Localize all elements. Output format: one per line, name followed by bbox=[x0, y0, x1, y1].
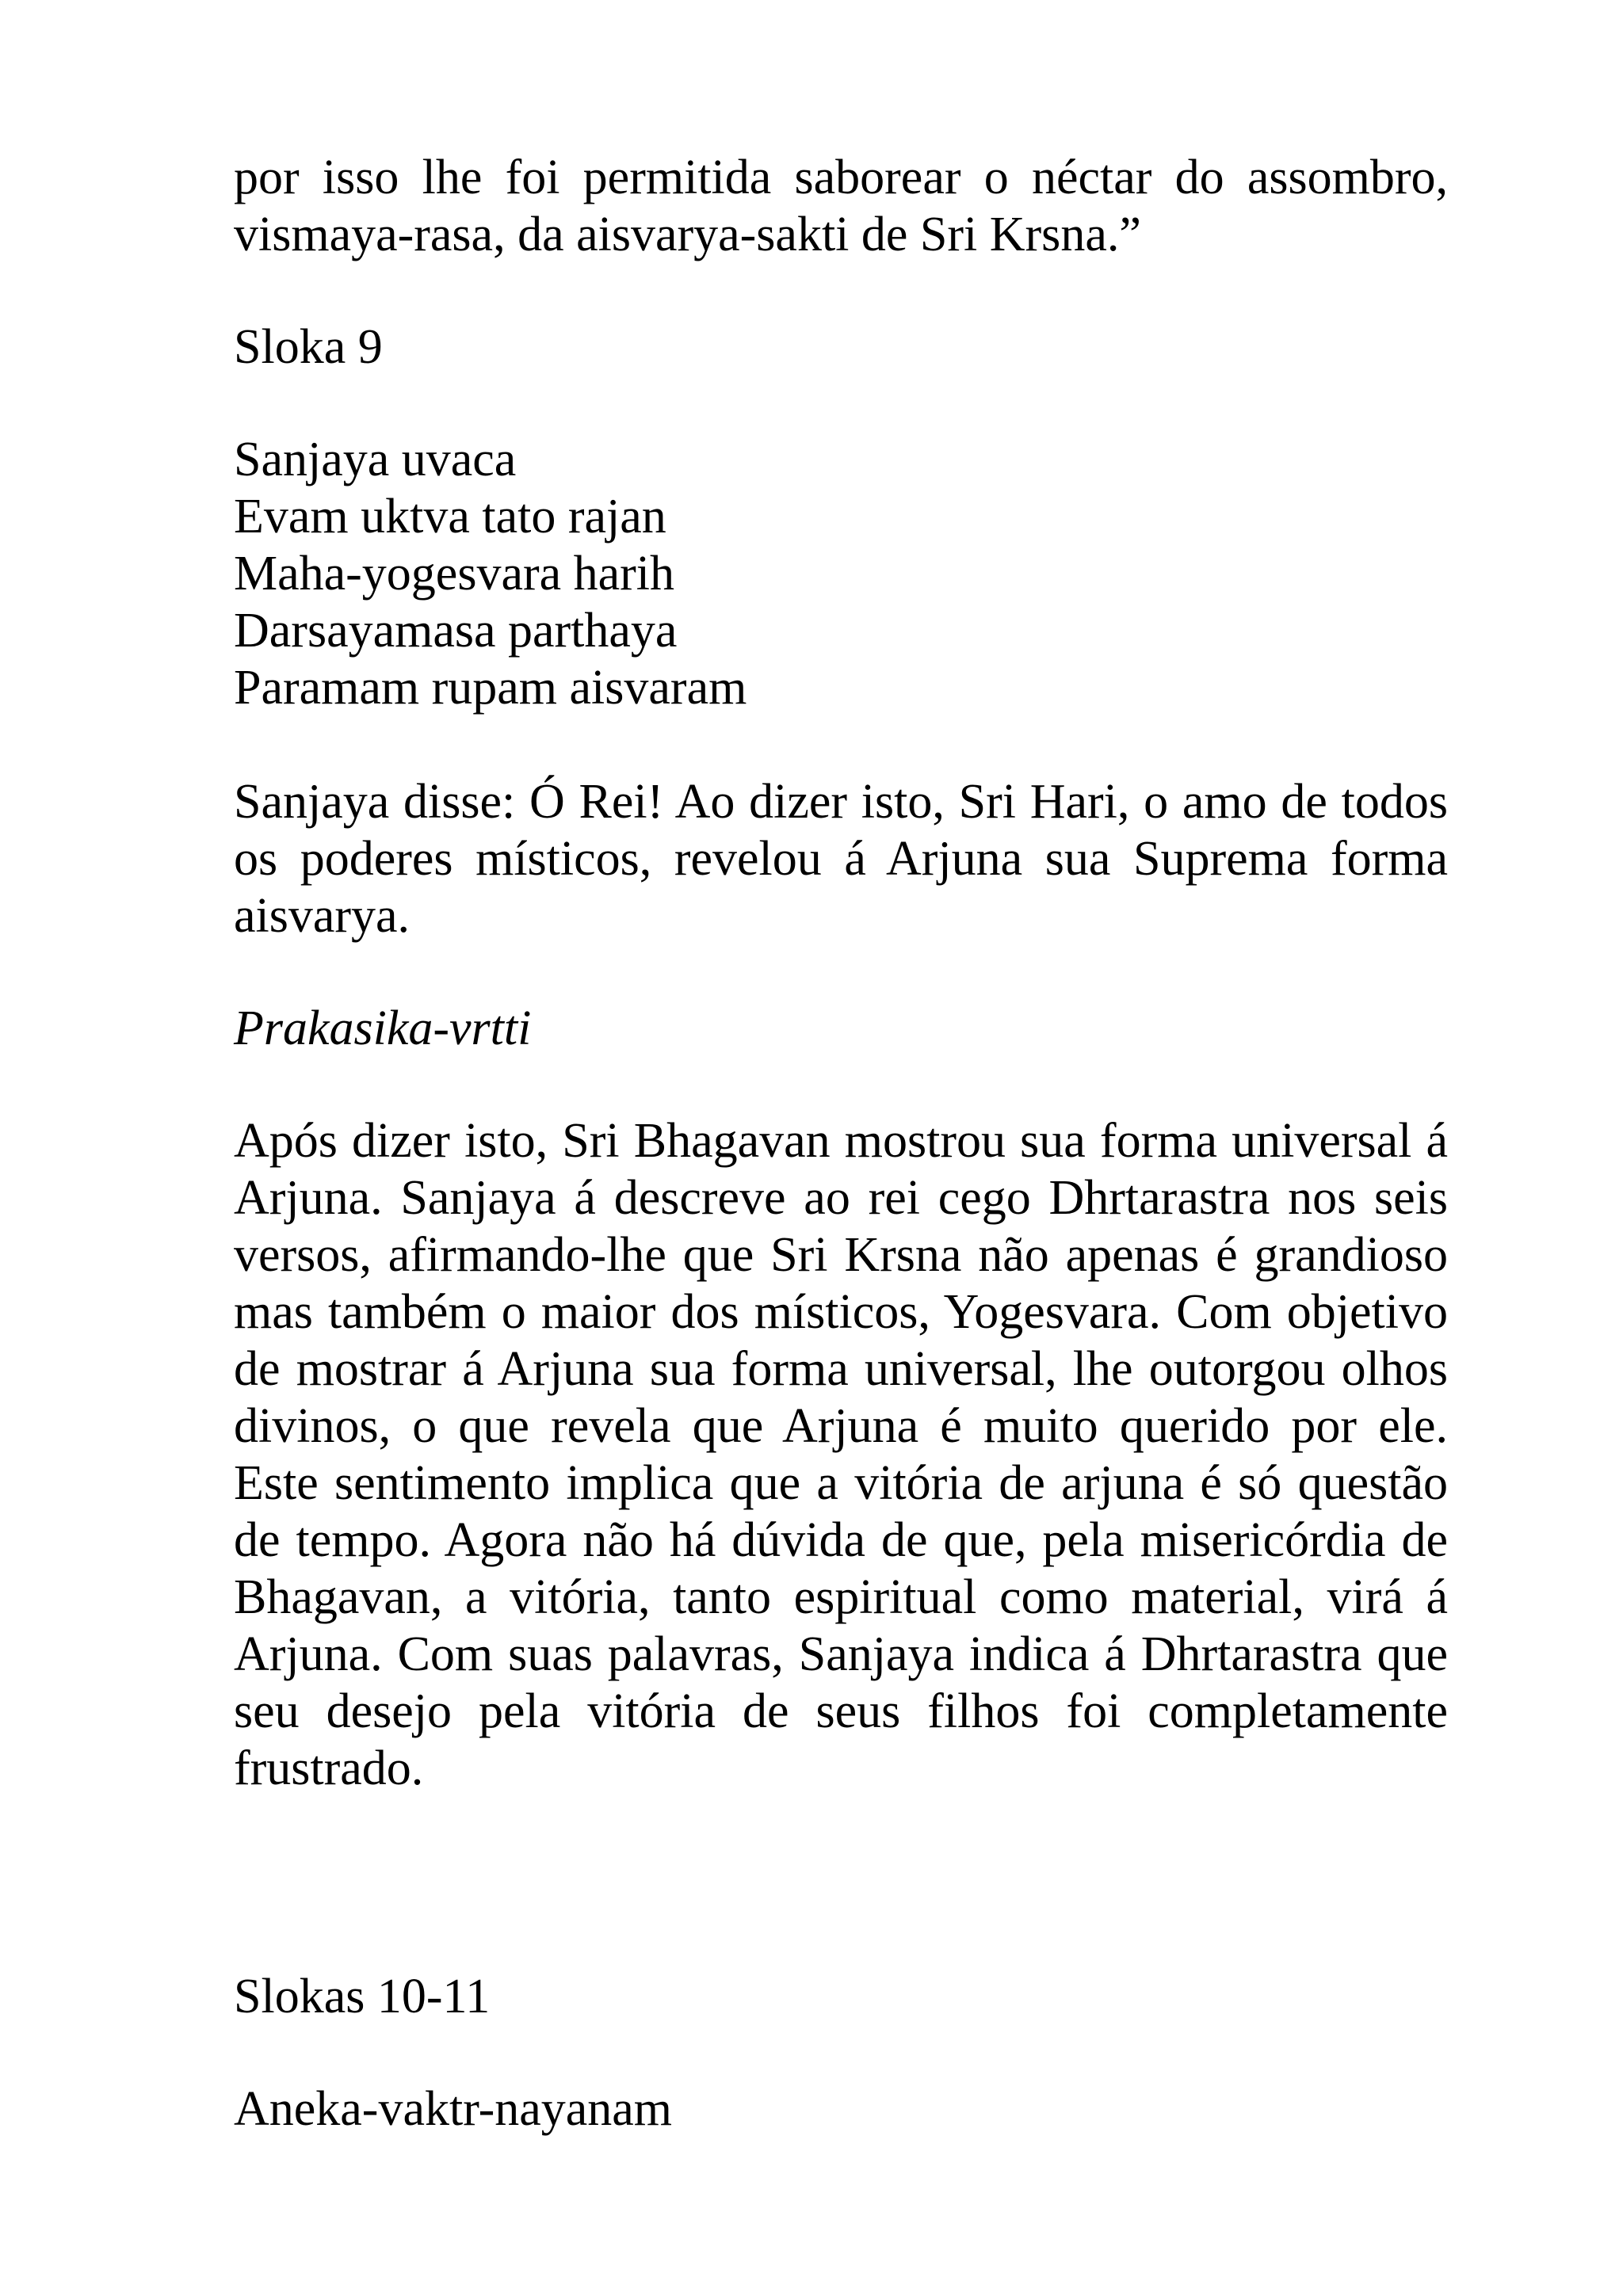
verse-line: Sanjaya uvaca bbox=[234, 433, 517, 486]
verse-line: Darsayamasa parthaya bbox=[234, 604, 678, 658]
commentary-heading: Prakasika-vrtti bbox=[234, 1001, 532, 1055]
verse-block bbox=[234, 431, 1448, 716]
verse-line: Evam uktva tato rajan bbox=[234, 490, 666, 543]
verse-line: Maha-yogesvara harih bbox=[234, 547, 675, 601]
opening-paragraph: por isso lhe foi permitida saborear o néctar do assombro, vismaya-rasa, da aisvarya-sakti de Sri Krsna.” bbox=[234, 151, 1448, 261]
sloka-10-11-heading: Slokas 10-11 bbox=[234, 1970, 491, 2023]
sloka-9-heading: Sloka 9 bbox=[234, 320, 383, 374]
translation-paragraph: Sanjaya disse: Ó Rei! Ao dizer isto, Sri Hari, o amo de todos os poderes místicos, revelou á Arjuna sua Suprema forma aisvarya. bbox=[234, 775, 1448, 943]
commentary-paragraph: Após dizer isto, Sri Bhagavan mostrou sua forma universal á Arjuna. Sanjaya á descreve ao rei cego Dhrtarastra nos seis versos, afirmando-lhe que Sri Krsna não apenas é grandioso mas também o maior dos místicos, Yogesvara. Com objetivo de mostrar á Arjuna sua forma universal, lhe outorgou olhos divinos, o que revela que Arjuna é muito querido por ele. Este sentimento implica que a vitória de arjuna é só questão de tempo. Agora não há dúvida de que, pela misericórdia de Bhagavan, a vitória, tanto espiritual como material, virá á Arjuna. Com suas palavras, Sanjaya indica á Dhrtarastra que seu desejo pela vitória de seus filhos foi completamente frustrado. bbox=[234, 1114, 1448, 1795]
document-page bbox=[234, 149, 1448, 2138]
next-verse-line: Aneka-vaktr-nayanam bbox=[234, 2082, 673, 2136]
verse-line: Paramam rupam aisvaram bbox=[234, 661, 747, 715]
